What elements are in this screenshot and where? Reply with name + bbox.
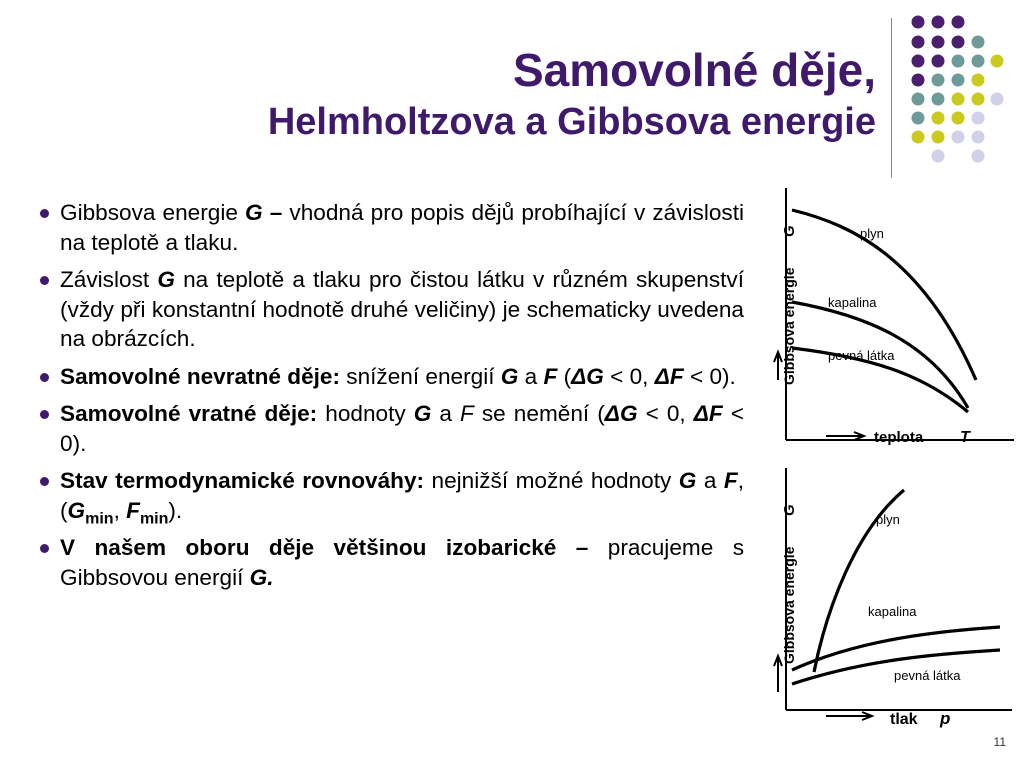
bullet-list (38, 198, 744, 600)
deco-dot (932, 131, 945, 144)
deco-dot (972, 131, 985, 144)
symbol-g: G. (249, 564, 274, 590)
bullet-text: na teplotě a tlaku pro čistou látku v různém skupenství (vždy při konstantní hodnotě druhé veličiny) je schematicky uvedena na obrázcích. (60, 267, 744, 351)
title-line-2: Helmholtzova a Gibbsova energie (267, 101, 876, 143)
deco-dot (952, 36, 965, 49)
symbol-g: G (413, 401, 432, 426)
bullet-dash: – (262, 200, 283, 225)
bullet-text: vhodná pro popis dějů probíhající v závislosti na teplotě a tlaku. (60, 200, 744, 255)
deco-dot (932, 55, 945, 68)
deco-dot (952, 93, 965, 106)
chart-g-vs-pressure (764, 462, 1016, 734)
deco-dot (952, 131, 965, 144)
bullet-text: se nemění (473, 401, 590, 426)
deco-dot (932, 150, 945, 163)
bullet-dot (40, 477, 49, 486)
bullet-text: < 0). (683, 363, 736, 389)
subscript-min: min (85, 510, 114, 528)
symbol-g-min: G (67, 497, 86, 523)
y-axis-label: Gibbsova energie (781, 267, 797, 385)
symbol-f: F (723, 468, 738, 493)
bullet-item (38, 399, 744, 458)
bullet-text: ( (557, 363, 572, 389)
bullet-text: < 0). (60, 401, 745, 456)
symbol-f: F (543, 363, 558, 389)
decorative-dots (0, 0, 1024, 180)
bullet-text: ( (589, 401, 605, 426)
y-axis-variable: G (781, 504, 798, 516)
deco-dot (912, 93, 925, 106)
bullet-text: ). (168, 497, 183, 523)
deco-dot (952, 112, 965, 125)
bullet-dot (40, 209, 49, 218)
x-axis-label: teplota (874, 429, 924, 446)
y-axis-arrow (774, 656, 782, 692)
bullet-text: , (113, 497, 127, 523)
x-axis-variable: T (960, 429, 970, 446)
curve-label-solid: pevná látka (828, 348, 895, 363)
chart-g-vs-temperature (764, 180, 1016, 458)
bullet-heading: V našem oboru děje většinou izobarické – (60, 535, 589, 560)
curve-label-solid: pevná látka (894, 668, 961, 683)
x-axis-arrow (826, 432, 864, 440)
y-axis-label: Gibbsova energie (781, 546, 797, 664)
x-axis-arrow (826, 712, 872, 720)
symbol-delta-f: ΔF (654, 363, 684, 389)
deco-dot (991, 55, 1004, 68)
bullet-text: a (696, 468, 724, 493)
deco-dot (952, 55, 965, 68)
subscript-min: min (139, 510, 169, 528)
bullet-dot (40, 276, 49, 285)
bullet-text: Závislost (60, 267, 158, 292)
deco-dot (991, 93, 1004, 106)
bullet-item (38, 198, 744, 257)
deco-dot (952, 16, 965, 29)
deco-dot (972, 112, 985, 125)
deco-dot (912, 36, 925, 49)
bullet-heading: Samovolné vratné děje: (60, 401, 318, 426)
deco-dot (972, 55, 985, 68)
curve-label-gas: plyn (860, 226, 884, 241)
curve-label-gas: plyn (876, 512, 900, 527)
deco-dot (932, 36, 945, 49)
curve-label-liquid: kapalina (828, 295, 877, 310)
deco-dot (912, 55, 925, 68)
deco-dot (912, 16, 925, 29)
deco-dot (972, 150, 985, 163)
symbol-delta-f: ΔF (693, 401, 723, 426)
deco-dot (952, 74, 965, 87)
bullet-heading: Samovolné nevratné děje: (60, 363, 341, 389)
symbol-f-min: F (126, 497, 140, 523)
symbol-delta-g: ΔG (604, 401, 638, 426)
bullet-text: < 0, (637, 401, 694, 426)
bullet-dot (40, 544, 49, 553)
bullet-dot (40, 373, 49, 382)
bullet-item (38, 362, 744, 392)
deco-dot (932, 16, 945, 29)
deco-dot (932, 74, 945, 87)
symbol-g: G (245, 200, 263, 225)
symbol-g: G (500, 363, 519, 389)
x-axis-variable: p (940, 709, 951, 728)
y-axis-variable: G (781, 225, 798, 237)
bullet-item (38, 533, 744, 592)
deco-dot (912, 112, 925, 125)
bullet-text: hodnoty (317, 401, 414, 426)
deco-dot (932, 93, 945, 106)
deco-dot (912, 131, 925, 144)
bullet-dot (40, 410, 49, 419)
bullet-text: Gibbsova energie (60, 200, 246, 225)
bullet-item (38, 265, 744, 354)
bullet-heading: Stav termodynamické rovnováhy: (60, 468, 425, 493)
bullet-item (38, 466, 744, 528)
symbol-f: F (460, 401, 474, 426)
curve-label-liquid: kapalina (868, 604, 917, 619)
x-axis-label: tlak (890, 711, 918, 728)
deco-dot (972, 74, 985, 87)
bullet-text: pracujeme s Gibbsovou energií (60, 535, 744, 590)
bullet-text: a (431, 401, 461, 426)
bullet-text: , ( (60, 468, 744, 523)
bullet-text: nejnižší možné hodnoty (424, 468, 679, 493)
title-line-1: Samovolné děje, (512, 44, 876, 96)
symbol-g: G (157, 267, 175, 292)
deco-dot (932, 112, 945, 125)
bullet-text: < 0, (603, 363, 655, 389)
symbol-delta-g: ΔG (571, 363, 604, 389)
bullet-text: snížení energií (340, 363, 501, 389)
deco-dot (972, 93, 985, 106)
deco-dot (912, 74, 925, 87)
bullet-text: a (518, 363, 544, 389)
page-number: 11 (993, 735, 1006, 749)
symbol-g: G (678, 468, 697, 493)
deco-dot (972, 36, 985, 49)
